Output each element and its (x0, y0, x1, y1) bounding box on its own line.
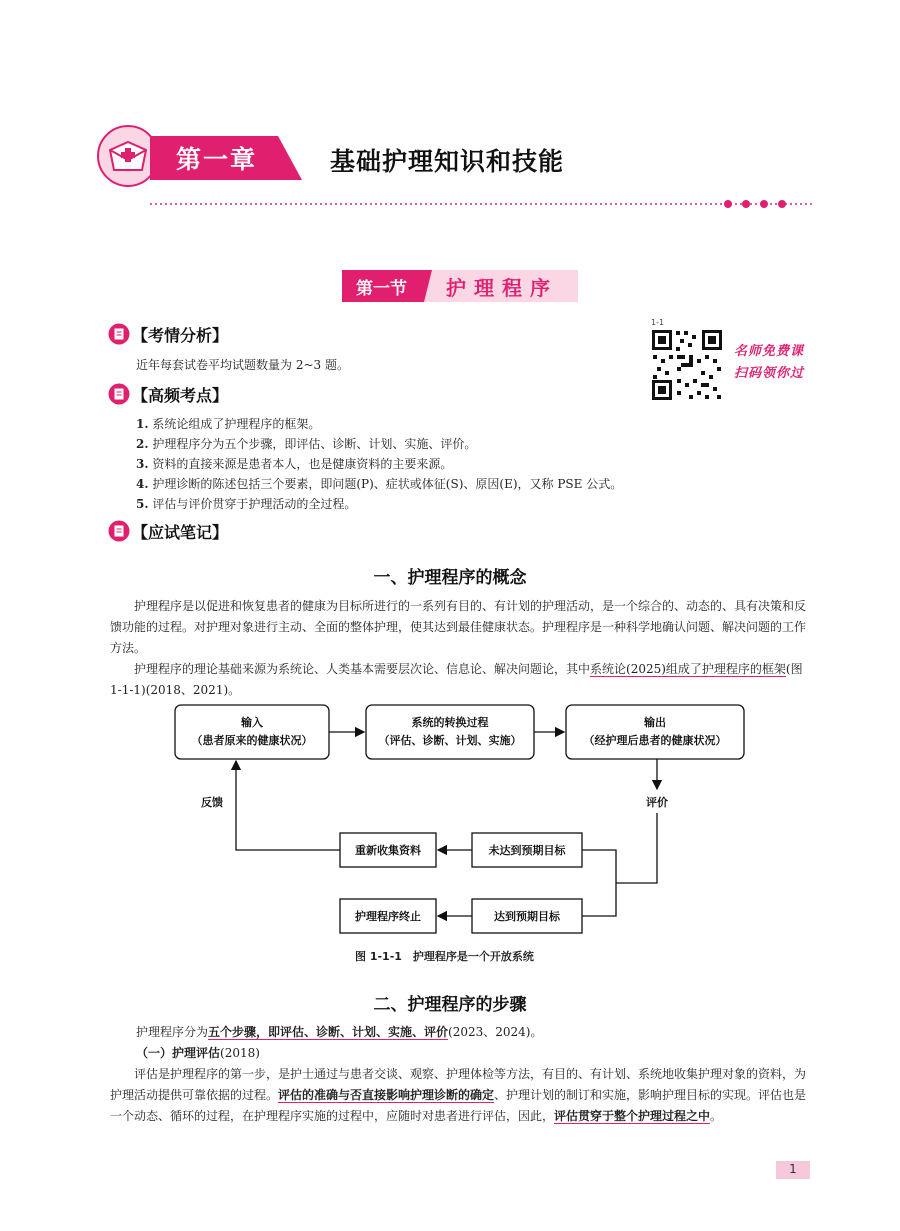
list-item: 1. 系统论组成了护理程序的框架。 (136, 417, 321, 431)
chapter-divider (150, 196, 812, 212)
feedback-label: 反馈 (201, 796, 223, 809)
qr-code-icon[interactable] (650, 328, 724, 402)
process-sub: （评估、诊断、计划、实施） (378, 734, 522, 747)
list-item: 4. 护理诊断的陈述包括三个要素，即问题(P)、症状或体征(S)、原因(E)，又称 PSE 公式。 (136, 477, 623, 491)
note-icon (108, 323, 130, 345)
end-label: 护理程序终止 (355, 910, 421, 923)
qr-code-label: 1-1 (651, 318, 665, 327)
figure-caption: 图 1-1-1 护理程序是一个开放系统 (355, 950, 534, 963)
promo-line-2: 扫码领你过 (734, 366, 805, 381)
key-points-heading: 【高频考点】 (132, 386, 229, 405)
part2-paragraph-2: 评估是护理程序的第一步，是护士通过与患者交谈、观察、护理体检等方法，有目的、有计划、系统地收集护理对象的资料，为护理活动提供可靠依据的过程。评估的准确与否直接影响护理诊断的确定、护理计划的制订和实施，影响护理目标的实现。评估也是一个动态、循环的过程，在护理程序实施的过程中，应随时对患者进行评估，因此，评估贯穿于整个护理过程之中。 (110, 1067, 807, 1123)
process-box (366, 705, 534, 759)
emphasis: 系统论(2025)组成了护理程序的框架 (590, 662, 786, 676)
chapter-title: 基础护理知识和技能 (330, 147, 565, 176)
notes-heading: 【应试笔记】 (132, 523, 229, 542)
output-box (566, 705, 744, 759)
promo-line-1: 名师免费课 (734, 344, 805, 359)
evaluate-label: 评价 (646, 796, 668, 809)
section-label: 第一节 (356, 279, 407, 299)
part2-subheading: （一）护理评估(2018) (136, 1046, 260, 1060)
exam-analysis-text: 近年每套试卷平均试题数量为 2~3 题。 (136, 358, 349, 372)
list-item: 3. 资料的直接来源是患者本人，也是健康资料的主要来源。 (136, 457, 453, 471)
exam-analysis-heading: 【考情分析】 (132, 326, 229, 345)
not-reached-label: 未达到预期目标 (488, 844, 566, 857)
recollect-label: 重新收集资料 (355, 844, 421, 857)
part1-paragraph-2: 护理程序的理论基础来源为系统论、人类基本需要层次论、信息论、解决问题论，其中系统论(2025)组成了护理程序的框架(图 1-1-1)(2018、2021)。 (110, 662, 803, 697)
page-number: 1 (789, 1162, 797, 1176)
emphasis: 评估的准确与否直接影响护理诊断的确定 (278, 1088, 495, 1102)
nursing-process-diagram (160, 695, 760, 945)
part2-heading: 二、护理程序的步骤 (373, 995, 527, 1015)
input-sub: （患者原来的健康状况） (191, 734, 313, 747)
chapter-label: 第一章 (176, 145, 258, 174)
part1-paragraph-1: 护理程序是以促进和恢复患者的健康为目标所进行的一系列有目的、有计划的护理活动，是一个综合的、动态的、具有决策和反馈功能的过程。对护理对象进行主动、全面的整体护理，使其达到最佳健康状态。护理程序是一种科学地确认问题、解决问题的工作方法。 (110, 599, 807, 655)
reached-label: 达到预期目标 (494, 910, 560, 923)
process-title: 系统的转换过程 (411, 716, 489, 729)
list-item: 2. 护理程序分为五个步骤，即评估、诊断、计划、实施、评价。 (136, 437, 477, 451)
output-sub: （经护理后患者的健康状况） (583, 734, 727, 747)
input-title: 输入 (241, 716, 263, 729)
part1-heading: 一、护理程序的概念 (373, 568, 527, 588)
emphasis: 评估贯穿于整个护理过程之中 (554, 1109, 711, 1123)
part2-paragraph-1: 护理程序分为五个步骤，即评估、诊断、计划、实施、评价(2023、2024)。 (136, 1025, 543, 1039)
output-title: 输出 (644, 716, 666, 729)
emphasis: 五个步骤，即评估、诊断、计划、实施、评价 (208, 1025, 449, 1039)
list-item: 5. 评估与评价贯穿于护理活动的全过程。 (136, 497, 357, 511)
note-icon (108, 383, 130, 405)
note-icon (108, 520, 130, 542)
section-title: 护理程序 (446, 276, 558, 300)
input-box (175, 705, 329, 759)
